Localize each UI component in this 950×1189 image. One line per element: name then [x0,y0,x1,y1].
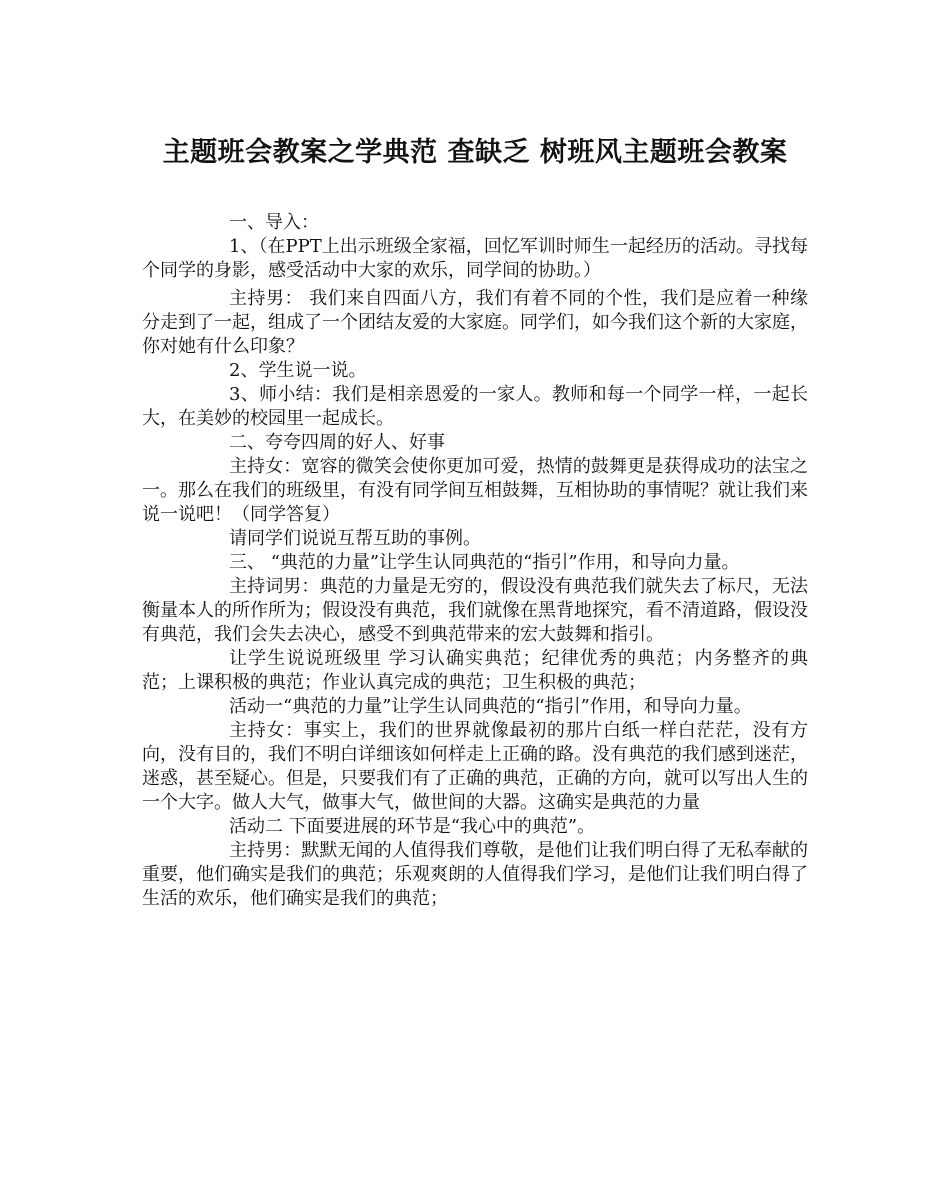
paragraph: 活动二 下面要进展的环节是“我心中的典范”。 [229,816,596,837]
paragraph: 1、（在PPT上出示班级全家福，回忆军训时师生一起经历的活动。寻找每个同学的身影，感受活动中大家的欢乐，同学间的协助。） [142,236,808,281]
paragraph-section-heading: 三、 “典范的力量”让学生认同典范的“指引”作用，和导向力量。 [229,552,740,573]
paragraph: 让学生说说班级里 学习认确实典范；纪律优秀的典范；内务整齐的典范；上课积极的典范；作业认真完成的典范；卫生积极的典范； [142,648,808,693]
paragraph: 活动一“典范的力量”让学生认同典范的“指引”作用，和导向力量。 [229,696,752,717]
paragraph: 主持女：宽容的微笑会使你更加可爱，热情的鼓舞更是获得成功的法宝之一。那么在我们的班级里，有没有同学间互相鼓舞，互相协助的事情呢？就让我们来说一说吧！（同学答复） [142,456,808,525]
paragraph: 主持男： 我们来自四面八方，我们有着不同的个性，我们是应着一种缘分走到了一起，组成了一个团结友爱的大家庭。同学们，如今我们这个新的大家庭，你对她有什么印象？ [142,288,808,357]
paragraph-intro-heading: 一、导入： [229,212,319,233]
paragraph-section-heading: 二、夸夸四周的好人、好事 [229,432,445,453]
paragraph: 主持词男：典范的力量是无穷的，假设没有典范我们就失去了标尺，无法衡量本人的所作所为；假设没有典范，我们就像在黑背地探究，看不清道路，假设没有典范，我们会失去决心，感受不到典范带来的宏大鼓舞和指引。 [142,576,808,645]
paragraph: 请同学们说说互帮互助的事例。 [229,528,481,549]
paragraph: 主持男：默默无闻的人值得我们尊敬，是他们让我们明白得了无私奉献的重要，他们确实是我们的典范；乐观爽朗的人值得我们学习，是他们让我们明白得了生活的欢乐，他们确实是我们的典范； [142,840,808,909]
paragraph: 3、师小结：我们是相亲恩爱的一家人。教师和每一个同学一样，一起长大，在美妙的校园里一起成长。 [142,384,808,429]
paragraph: 主持女：事实上，我们的世界就像最初的那片白纸一样白茫茫，没有方向，没有目的，我们不明白详细该如何样走上正确的路。没有典范的我们感到迷茫，迷惑，甚至疑心。但是，只要我们有了正确的典范，正确的方向，就可以写出人生的一个大字。做人大气，做事大气，做世间的大器。这确实是典范的力量 [142,720,808,813]
paragraph: 2、学生说一说。 [229,360,367,381]
document-title: 主题班会教案之学典范 查缺乏 树班风主题班会教案 [162,137,788,168]
document-body [142,211,808,911]
